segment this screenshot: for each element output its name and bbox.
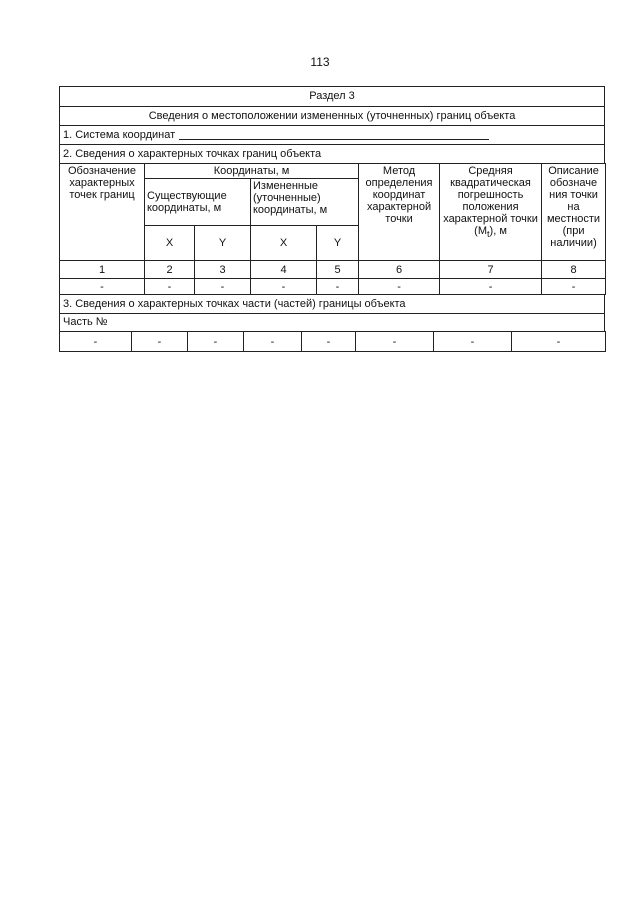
header-changed: Измененные (уточненные) координаты, м: [251, 179, 359, 226]
part-section-label: 3. Сведения о характерных точках части (частей) границы объекта: [59, 295, 605, 313]
header-coordinates: Координаты, м: [145, 164, 359, 179]
table-cell: -: [244, 332, 302, 352]
table-cell: -: [251, 279, 317, 295]
column-number-row: [60, 261, 606, 279]
header-method: Метод определения координат характерной точки: [359, 164, 440, 261]
table-cell: -: [542, 279, 606, 295]
coord-system-blank: [179, 127, 489, 140]
table-cell: -: [512, 332, 606, 352]
points-section-label: 2. Сведения о характерных точках границ объекта: [59, 144, 605, 163]
part-number-label: Часть №: [59, 313, 605, 331]
table-cell: -: [359, 279, 440, 295]
table-cell: -: [60, 279, 145, 295]
table-cell: -: [302, 332, 356, 352]
column-number: 2: [145, 261, 195, 279]
column-number: 4: [251, 261, 317, 279]
part-table: [59, 331, 606, 352]
table-row: [60, 332, 606, 352]
header-y-existing: Y: [195, 226, 251, 261]
coord-system-row: [59, 125, 605, 144]
coord-system-label: 1. Система координат: [63, 129, 176, 141]
column-number: 3: [195, 261, 251, 279]
column-number: 6: [359, 261, 440, 279]
page-number: 113: [310, 55, 330, 69]
header-designation: Обозначение характерных точек границ: [60, 164, 145, 261]
table-cell: -: [188, 332, 244, 352]
column-number: 1: [60, 261, 145, 279]
boundary-form: [59, 86, 605, 352]
column-number: 8: [542, 261, 606, 279]
header-x-changed: X: [251, 226, 317, 261]
table-cell: -: [195, 279, 251, 295]
column-number: 5: [317, 261, 359, 279]
header-error: [440, 164, 542, 261]
header-x-existing: X: [145, 226, 195, 261]
header-description: Описание обозначе ния точки на местности (при наличии): [542, 164, 606, 261]
header-error-prefix: Средняя квадратическая погрешность положения характерной точки (M: [443, 165, 538, 237]
table-cell: -: [317, 279, 359, 295]
table-cell: -: [440, 279, 542, 295]
table-cell: -: [356, 332, 434, 352]
column-number: 7: [440, 261, 542, 279]
header-y-changed: Y: [317, 226, 359, 261]
table-row: [60, 279, 606, 295]
table-cell: -: [434, 332, 512, 352]
table-cell: -: [60, 332, 132, 352]
header-error-sub: t: [487, 229, 490, 240]
section-subtitle: Сведения о местоположении измененных (уточненных) границ объекта: [59, 106, 605, 125]
table-cell: -: [132, 332, 188, 352]
points-table: [59, 163, 606, 295]
section-title: Раздел 3: [59, 86, 605, 106]
header-error-suffix: ), м: [489, 225, 507, 237]
table-cell: -: [145, 279, 195, 295]
header-existing: Существующие координаты, м: [145, 179, 251, 226]
